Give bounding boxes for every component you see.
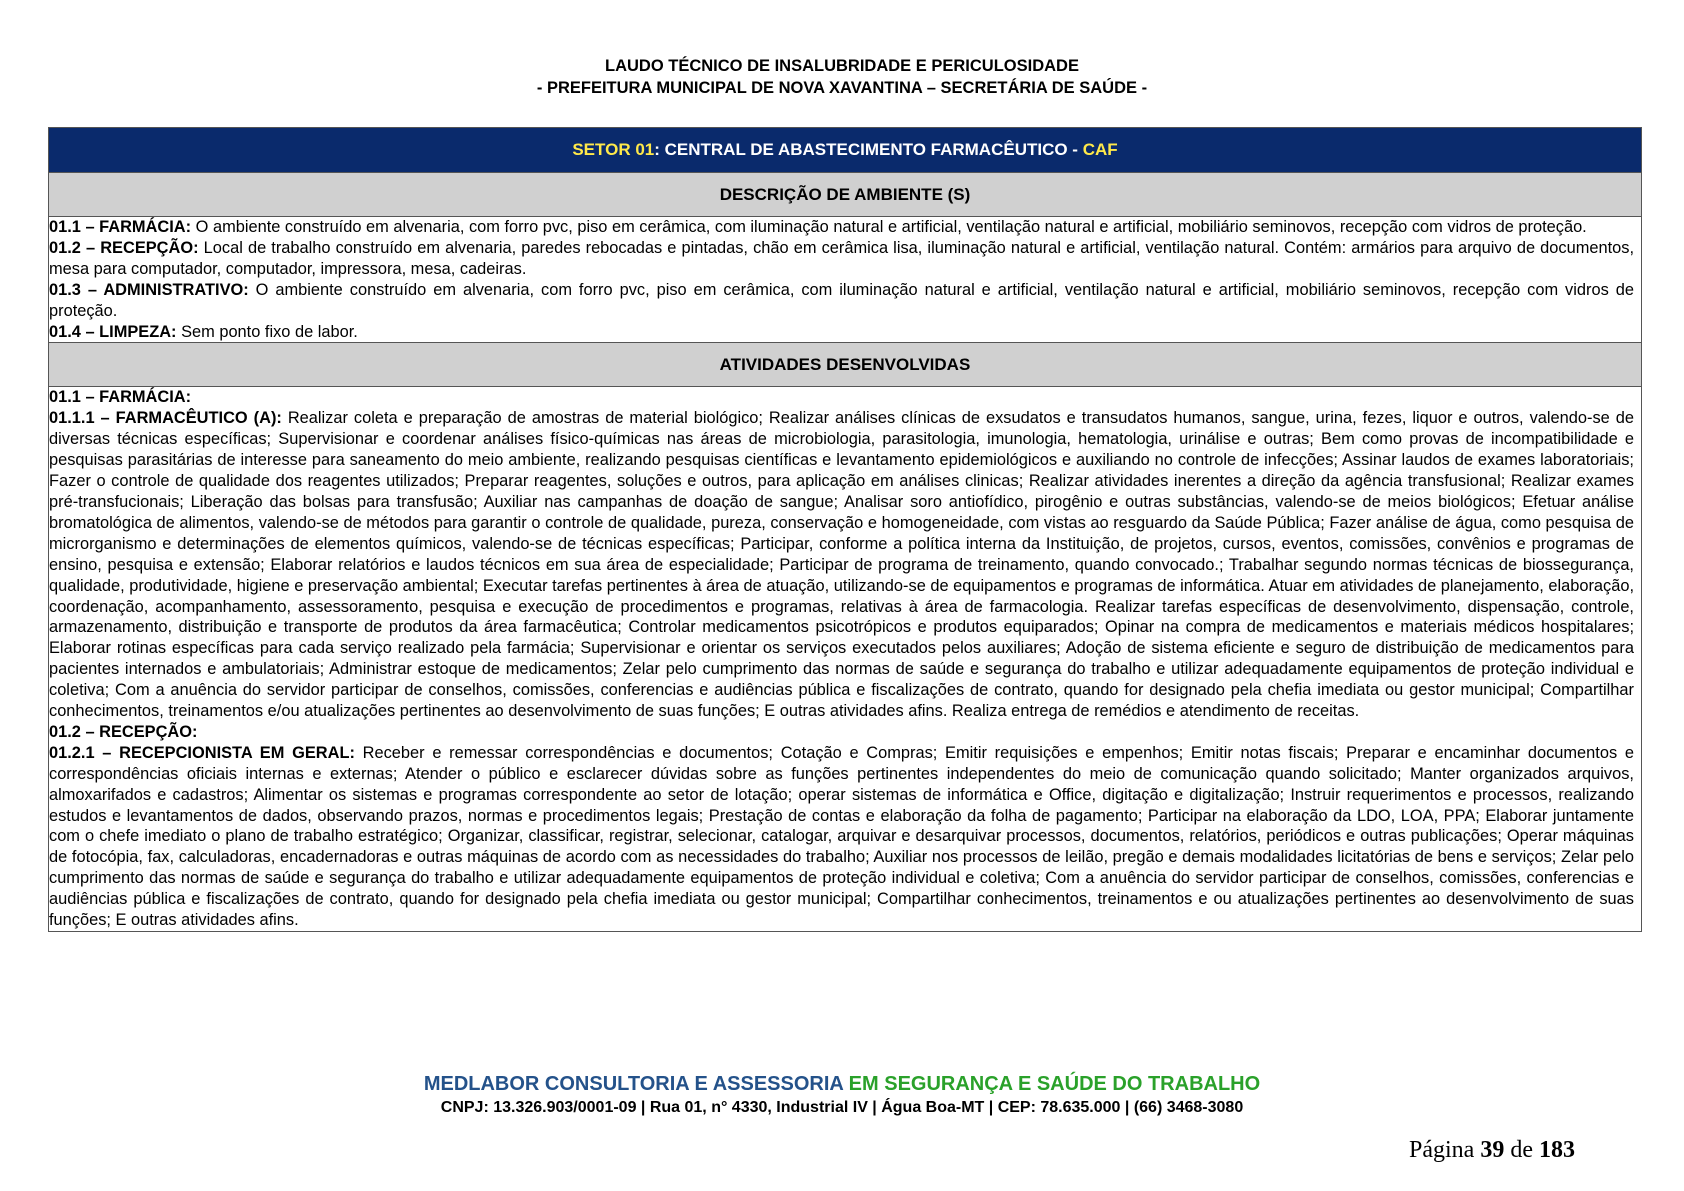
ambiente-label: 01.3 – ADMINISTRATIVO:	[49, 280, 249, 299]
document-title: LAUDO TÉCNICO DE INSALUBRIDADE E PERICULOSIDADE	[605, 57, 1079, 75]
footer-address: CNPJ: 13.326.903/0001-09 | Rua 01, n° 4330, Industrial IV | Água Boa-MT | CEP: 78.635.000 | (66) 3468-3080	[440, 1099, 1244, 1116]
recepcao-heading: 01.2 – RECEPÇÃO:	[49, 722, 198, 741]
sector-code: CAF	[1082, 140, 1118, 159]
document-subtitle: - PREFEITURA MUNICIPAL DE NOVA XAVANTINA – SECRETÁRIA DE SAÚDE -	[536, 79, 1148, 97]
ambiente-item	[49, 322, 1634, 343]
ambiente-item	[49, 238, 1634, 280]
sector-number: SETOR 01	[572, 140, 655, 159]
page-number: Página 39 de 183	[1409, 1137, 1575, 1163]
recepcionista-label: 01.2.1 – RECEPCIONISTA EM GERAL:	[49, 743, 355, 762]
sector-name: : CENTRAL DE ABASTECIMENTO FARMACÊUTICO -	[654, 140, 1083, 159]
ambiente-label: 01.2 – RECEPÇÃO:	[49, 238, 199, 257]
ambiente-text: Sem ponto fixo de labor.	[176, 322, 358, 341]
sector-table	[48, 127, 1642, 932]
farmaceutico-text: Realizar coleta e preparação de amostras de material biológico; Realizar análises clínicas de exsudatos e transudatos humanos, sangue, urina, fezes, liquor e outros, valendo-se de diversas técnicas específicas; Supervisionar e coordenar análises físico-químicas nas áreas de microbiologia, parasitologia, imunologia, hematologia, urinálise e outras; Bem como provas de incompatibilidade e pesquisas parasitárias de interesse para saneamento do meio ambiente, realizando pesquisas científicas e levantamento epidemiológicos e auxiliando no controle de infecções; Assinar laudos de exames laboratoriais; Fazer o controle de qualidade dos reagentes utilizados; Preparar reagentes, soluções e outros, para aplicação em análises clinicas; Realizar atividades inerentes a direção da agência transfusional; Realizar exames pré-transfucionais; Liberação das bolsas para transfusão; Auxiliar nas campanhas de doação de sangue; Analisar soro antiofídico, pirogênio e outras substâncias, valendo-se de meios biológicos; Efetuar análise bromatológica de alimentos, valendo-se de métodos para garantir o controle de qualidade, pureza, conservação e homogeneidade, com vistas ao resguardo da Saúde Pública; Fazer análise de água, como pesquisa de microrganismo e determinações de elementos químicos, valendo-se de técnicas específicas; Participar, conforme a política interna da Instituição, de projetos, cursos, eventos, comissões, convênios e programas de ensino, pesquisa e extensão; Elaborar relatórios e laudos técnicos em sua área de especialidade; Participar de programa de treinamento, quando convocado.; Trabalhar segundo normas técnicas de biossegurança, qualidade, produtividade, higiene e preservação ambiental; Executar tarefas pertinentes à área de atuação, utilizando-se de equipamentos e programas de informática. Atuar em atividades de planejamento, elaboração, coordenação, acompanhamento, assessoramento, pesquisa e execução de procedimentos e programas, relativas à área de farmacologia. Realizar tarefas específicas de desenvolvimento, dispensação, controle, armazenamento, distribuição e transporte de produtos da área farmacêutica; Controlar medicamentos psicotrópicos e produtos equiparados; Opinar na compra de medicamentos e materiais médicos hospitalares; Elaborar rotinas específicas para cada serviço realizado pela farmácia; Supervisionar e orientar os serviços executados pelos auxiliares; Adoção de sistema eficiente e seguro de distribuição de medicamentos para pacientes internados e ambulatoriais; Administrar estoque de medicamentos; Zelar pelo cumprimento das normas de saúde e segurança do trabalho e utilizar adequadamente equipamentos de proteção individual e coletiva; Com a anuência do servidor participar de conselhos, comissões, conferencias e audiências pública e fiscalizações de contrato, quando for designado pela chefia imediata ou gestor municipal; Compartilhar conhecimentos, treinamentos e/ou atualizações pertinentes ao desenvolvimento de suas funções; E outras atividades afins. Realiza entrega de remédios e atendimento de receitas.	[49, 409, 1634, 721]
ambiente-text: O ambiente construído em alvenaria, com forro pvc, piso em cerâmica, com iluminação natural e artificial, ventilação natural e artificial, mobiliário seminovos, recepção com vidros de proteção.	[191, 218, 1587, 236]
footer-company-name: MEDLABOR CONSULTORIA E ASSESSORIA	[423, 1073, 849, 1095]
atividades-list	[49, 387, 1641, 931]
ambiente-label: 01.1 – FARMÁCIA:	[49, 218, 192, 236]
ambientes-heading: DESCRIÇÃO DE AMBIENTE (S)	[49, 173, 1641, 217]
recepcionista-paragraph	[49, 743, 1634, 931]
footer-company	[0, 1073, 1684, 1096]
ambiente-item	[49, 217, 1634, 238]
ambiente-item	[49, 280, 1634, 322]
farmaceutico-paragraph	[49, 408, 1634, 722]
ambiente-text: Local de trabalho construído em alvenaria, paredes rebocadas e pintadas, chão em cerâmica lisa, iluminação natural e artificial, ventilação natural. Contém: armários para arquivo de documentos, mesa para computador, computador, impressora, mesa, cadeiras.	[49, 238, 1635, 278]
farmacia-heading: 01.1 – FARMÁCIA:	[49, 388, 192, 407]
ambiente-label: 01.4 – LIMPEZA:	[49, 322, 177, 341]
page-current: 39	[1480, 1137, 1505, 1163]
atividades-heading: ATIVIDADES DESENVOLVIDAS	[49, 342, 1641, 387]
footer-company-tagline: EM SEGURANÇA E SAÚDE DO TRABALHO	[848, 1073, 1261, 1095]
page-total: 183	[1539, 1137, 1575, 1163]
farmaceutico-label: 01.1.1 – FARMACÊUTICO (A):	[49, 409, 282, 428]
recepcionista-text: Receber e remessar correspondências e documentos; Cotação e Compras; Emitir requisições e empenhos; Emitir notas fiscais; Preparar e encaminhar documentos e correspondências oficiais internas e externas; Atender o público e esclarecer dúvidas sobre as funções pertinentes independentes do meio de comunicação quando solicitado; Manter organizados arquivos, almoxarifados e cadastros; Alimentar os sistemas e programas correspondente ao setor de lotação; operar sistemas de informática e Office, digitação e digitalização; Instruir requerimentos e processos, realizando estudos e levantamentos de dados, observando prazos, normas e procedimentos legais; Prestação de contas e elaboração da folha de pagamento; Participar na elaboração da LDO, LOA, PPA; Elaborar juntamente com o chefe imediato o plano de trabalho estratégico; Organizar, classificar, registrar, selecionar, catalogar, arquivar e desarquivar processos, documentos, relatórios, periódicos e outras publicações; Operar máquinas de fotocópia, fax, calculadoras, encadernadoras e outras máquinas de acordo com as necessidades do trabalho; Auxiliar nos processos de leilão, pregão e demais modalidades licitatórias de bens e serviços; Zelar pelo cumprimento das normas de saúde e segurança do trabalho e utilizar adequadamente equipamentos de proteção individual e coletiva; Com a anuência do servidor participar de conselhos, comissões, conferencias e audiências pública e fiscalizações de contrato, quando for designado pela chefia imediata ou gestor municipal; Compartilhar conhecimentos, treinamentos e ou atualizações pertinentes ao desenvolvimento de suas funções; E outras atividades afins.	[49, 743, 1634, 930]
ambiente-text: O ambiente construído em alvenaria, com forro pvc, piso em cerâmica, com iluminação natural e artificial, ventilação natural e artificial, mobiliário seminovos, recepção com vidros de proteção.	[49, 280, 1634, 320]
ambientes-list	[49, 217, 1641, 342]
sector-header	[49, 128, 1641, 173]
